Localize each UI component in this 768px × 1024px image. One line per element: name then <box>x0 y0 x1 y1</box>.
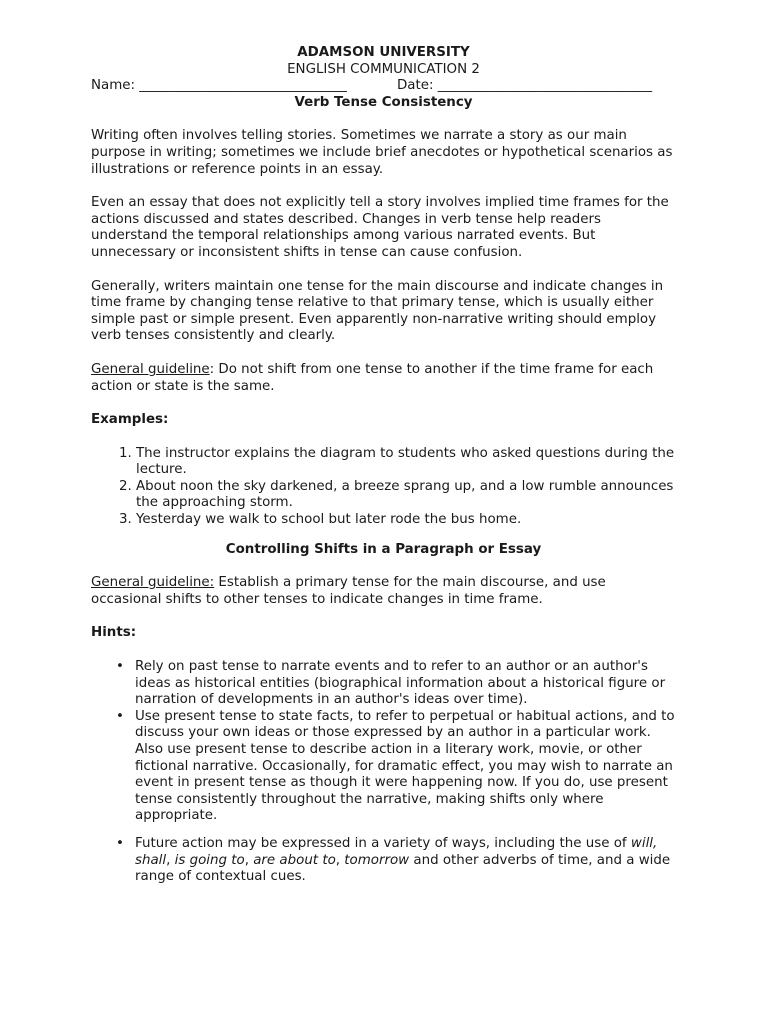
list-item <box>116 659 676 709</box>
guideline-2 <box>91 575 676 608</box>
name-field: Name: _______________________________ <box>91 78 347 94</box>
list-item: 2. About noon the sky darkened, a breeze sprang up, and a low rumble announces the approaching storm. <box>136 479 676 512</box>
guideline-1-label: General guideline <box>91 361 210 377</box>
hint-text-part: , <box>244 852 254 868</box>
list-item <box>116 708 676 825</box>
hints-list <box>91 659 676 886</box>
intro-paragraph-1: Writing often involves telling stories. Sometimes we narrate a story as our main purpose in writing; sometimes we include brief anecdotes or hypothetical scenarios as illustrations or reference points in an essay. <box>91 128 673 177</box>
guideline-2-label: General guideline: <box>91 575 215 591</box>
hint-text: Use present tense to state facts, to refer to perpetual or habitual actions, and to discuss your own ideas or those expressed by an author in a particular work. Also use present tense to describe action in a literary work, movie, or other fictional narrative. Occasionally, for dramatic effect, you may wish to narrate an event in present tense as though it were happening now. If you do, use present tense consistently throughout the narrative, making shifts only where appropriate. <box>135 708 675 824</box>
hint-text-part: , <box>166 852 175 868</box>
hint-text-part: and other adverbs of time, and a wide range of contextual cues. <box>135 852 671 885</box>
hint-text-part: Future action may be expressed in a variety of ways, including the use of <box>135 835 631 851</box>
hint-italic-term: are about to <box>253 852 336 868</box>
guideline-1 <box>91 362 676 395</box>
name-date-line <box>91 78 676 95</box>
list-item: 1. The instructor explains the diagram to students who asked questions during the lecture. <box>136 446 676 479</box>
hint-text <box>135 836 670 884</box>
section-title: Controlling Shifts in a Paragraph or Essay <box>225 541 542 557</box>
page-title: Verb Tense Consistency <box>294 94 473 110</box>
document-body <box>91 45 676 886</box>
date-field: Date: ________________________________ <box>397 78 653 94</box>
hints-heading: Hints: <box>91 625 137 641</box>
guideline-2-text: Establish a primary tense for the main discourse, and use occasional shifts to other tenses to indicate changes in time frame. <box>91 575 606 607</box>
hint-text-part: , <box>335 852 345 868</box>
list-item: 3. Yesterday we walk to school but later rode the bus home. <box>136 512 676 529</box>
bullet-icon: • <box>116 659 124 675</box>
bullet-icon: • <box>116 708 124 724</box>
examples-heading: Examples: <box>91 412 169 428</box>
hint-italic-term: is going to <box>174 852 245 868</box>
intro-paragraph-3: Generally, writers maintain one tense for the main discourse and indicate changes in time frame by changing tense relative to that primary tense, which is usually either simple past or simple present. Even apparently non-narrative writing should employ verb tenses consistently and clearly. <box>91 278 664 344</box>
university-name: ADAMSON UNIVERSITY <box>297 45 470 60</box>
hint-italic-term: will, shall <box>135 835 658 868</box>
hint-italic-term: tomorrow <box>344 852 410 868</box>
bullet-icon: • <box>116 835 124 851</box>
course-name: ENGLISH COMMUNICATION 2 <box>287 61 480 77</box>
list-item <box>116 835 676 886</box>
intro-paragraph-2: Even an essay that does not explicitly tell a story involves implied time frames for the actions discussed and states described. Changes in verb tense help readers understand the temporal relationships among various narrated events. But unnecessary or inconsistent shifts in tense can cause confusion. <box>91 195 669 260</box>
guideline-1-text: : Do not shift from one tense to another if the time frame for each action or state is the same. <box>91 361 654 394</box>
examples-list <box>91 446 676 529</box>
hint-text: Rely on past tense to narrate events and to refer to an author or an author's ideas as historical entities (biographical information about a historical figure or narration of developments in an author's ideas over time). <box>135 659 666 708</box>
